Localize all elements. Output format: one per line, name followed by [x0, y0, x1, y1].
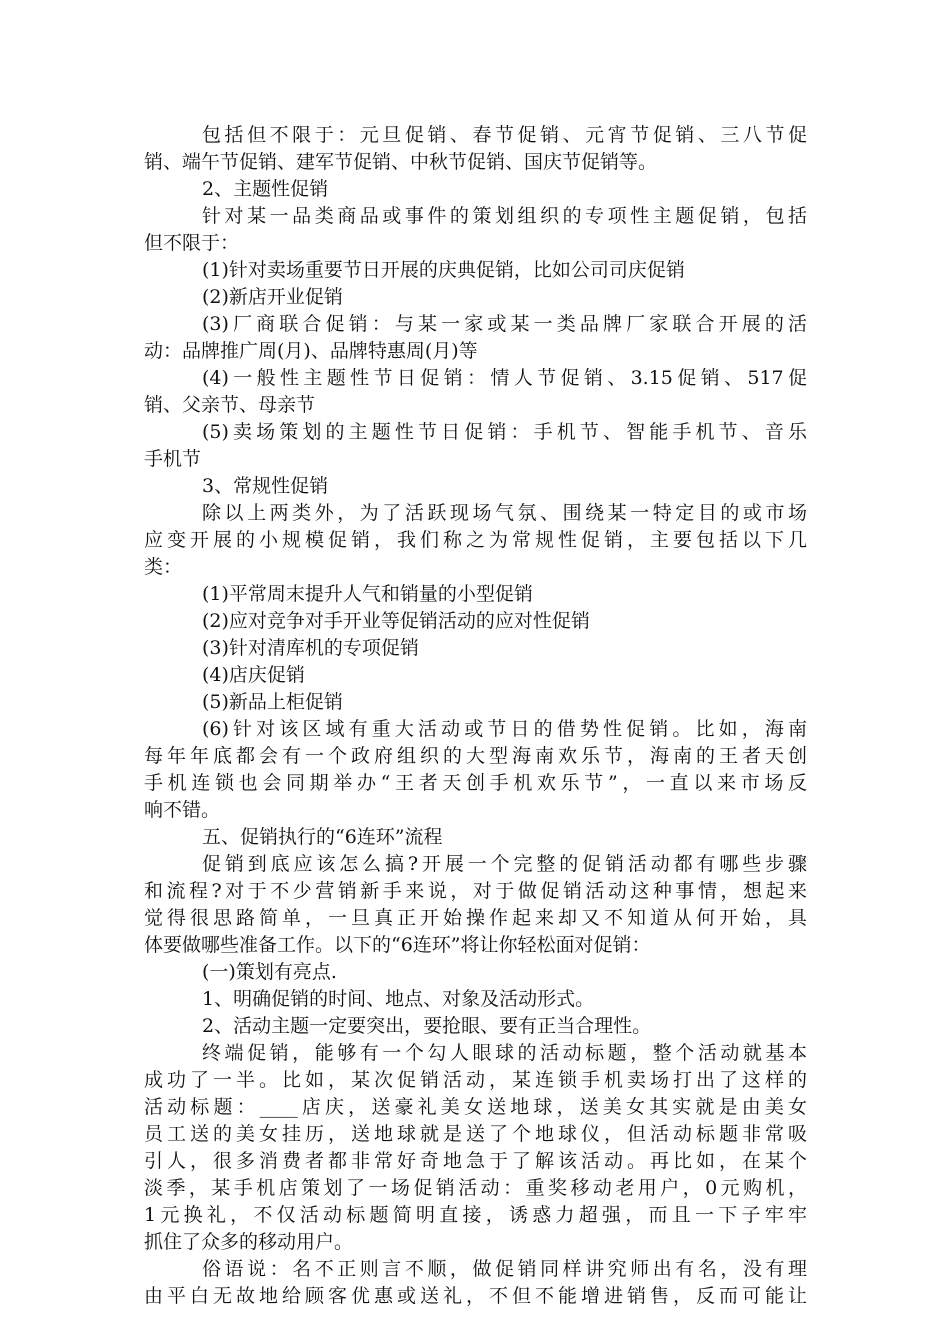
text-line: 淡季，某手机店策划了一场促销活动：重奖移动老用户，0元购机， [144, 1177, 807, 1199]
text-line: 除以上两类外，为了活跃现场气氛、围绕某一特定目的或市场 [202, 502, 807, 524]
text-line: (4)一般性主题性节日促销：情人节促销、3.15促销、517促 [202, 367, 807, 389]
text-line: (4)店庆促销 [202, 664, 305, 686]
text-line: 1、明确促销的时间、地点、对象及活动形式。 [202, 988, 595, 1010]
text-line: 俗语说：名不正则言不顺，做促销同样讲究师出有名，没有理 [202, 1258, 807, 1280]
text-line: 包括但不限于：元旦促销、春节促销、元宵节促销、三八节促 [202, 124, 807, 146]
text-line: 手机连锁也会同期举办“王者天创手机欢乐节”，一直以来市场反 [144, 772, 807, 794]
text-line: 促销到底应该怎么搞?开展一个完整的促销活动都有哪些步骤 [202, 853, 807, 875]
text-line: (1)平常周末提升人气和销量的小型促销 [202, 583, 533, 605]
text-line: 由平白无故地给顾客优惠或送礼，不但不能增进销售，反而可能让 [144, 1285, 807, 1307]
text-line: (1)针对卖场重要节日开展的庆典促销，比如公司司庆促销 [202, 259, 685, 281]
text-line: 销、父亲节、母亲节 [144, 394, 316, 416]
text-line: 活动标题：____店庆，送豪礼美女送地球，送美女其实就是由美女 [144, 1096, 807, 1118]
text-line: 成功了一半。比如，某次促销活动，某连锁手机卖场打出了这样的 [144, 1069, 807, 1091]
text-line: (一)策划有亮点. [202, 961, 337, 983]
text-line: 2、主题性促销 [202, 178, 329, 200]
text-line: (3)厂商联合促销：与某一家或某一类品牌厂家联合开展的活 [202, 313, 807, 335]
text-line: 3、常规性促销 [202, 475, 329, 497]
text-line: 1元换礼，不仅活动标题简明直接，诱惑力超强，而且一下子牢牢 [144, 1204, 807, 1226]
text-line: 每年年底都会有一个政府组织的大型海南欢乐节，海南的王者天创 [144, 745, 807, 767]
text-line: 体要做哪些准备工作。以下的“6连环”将让你轻松面对促销： [144, 934, 651, 956]
text-line: 但不限于： [144, 232, 240, 254]
text-line: (5)卖场策划的主题性节日促销：手机节、智能手机节、音乐 [202, 421, 807, 443]
text-line: 类： [144, 556, 183, 578]
text-line: 抓住了众多的移动用户。 [144, 1231, 354, 1253]
text-line: 和流程?对于不少营销新手来说，对于做促销活动这种事情，想起来 [144, 880, 807, 902]
text-line: 觉得很思路简单，一旦真正开始操作起来却又不知道从何开始，具 [144, 907, 807, 929]
text-line: (3)针对清库机的专项促销 [202, 637, 419, 659]
text-line: (5)新品上柜促销 [202, 691, 343, 713]
text-line: 员工送的美女挂历，送地球就是送了个地球仪，但活动标题非常吸 [144, 1123, 807, 1145]
text-line: (2)新店开业促销 [202, 286, 343, 308]
text-line: (2)应对竞争对手开业等促销活动的应对性促销 [202, 610, 590, 632]
text-line: 终端促销，能够有一个勾人眼球的活动标题，整个活动就基本 [202, 1042, 807, 1064]
text-line: 响不错。 [144, 799, 221, 821]
document-page [144, 122, 807, 1310]
text-line: 针对某一品类商品或事件的策划组织的专项性主题促销，包括 [202, 205, 807, 227]
text-line: 五、促销执行的“6连环”流程 [202, 826, 443, 848]
text-line: 引人，很多消费者都非常好奇地急于了解该活动。再比如，在某个 [144, 1150, 807, 1172]
text-line: 销、端午节促销、建军节促销、中秋节促销、国庆节促销等。 [144, 151, 658, 173]
text-line: (6)针对该区域有重大活动或节日的借势性促销。比如，海南 [202, 718, 807, 740]
text-line: 动：品牌推广周(月)、品牌特惠周(月)等 [144, 340, 478, 362]
text-line: 手机节 [144, 448, 202, 470]
text-line: 2、活动主题一定要突出，要抢眼、要有正当合理性。 [202, 1015, 652, 1037]
text-line: 应变开展的小规模促销，我们称之为常规性促销，主要包括以下几 [144, 529, 807, 551]
